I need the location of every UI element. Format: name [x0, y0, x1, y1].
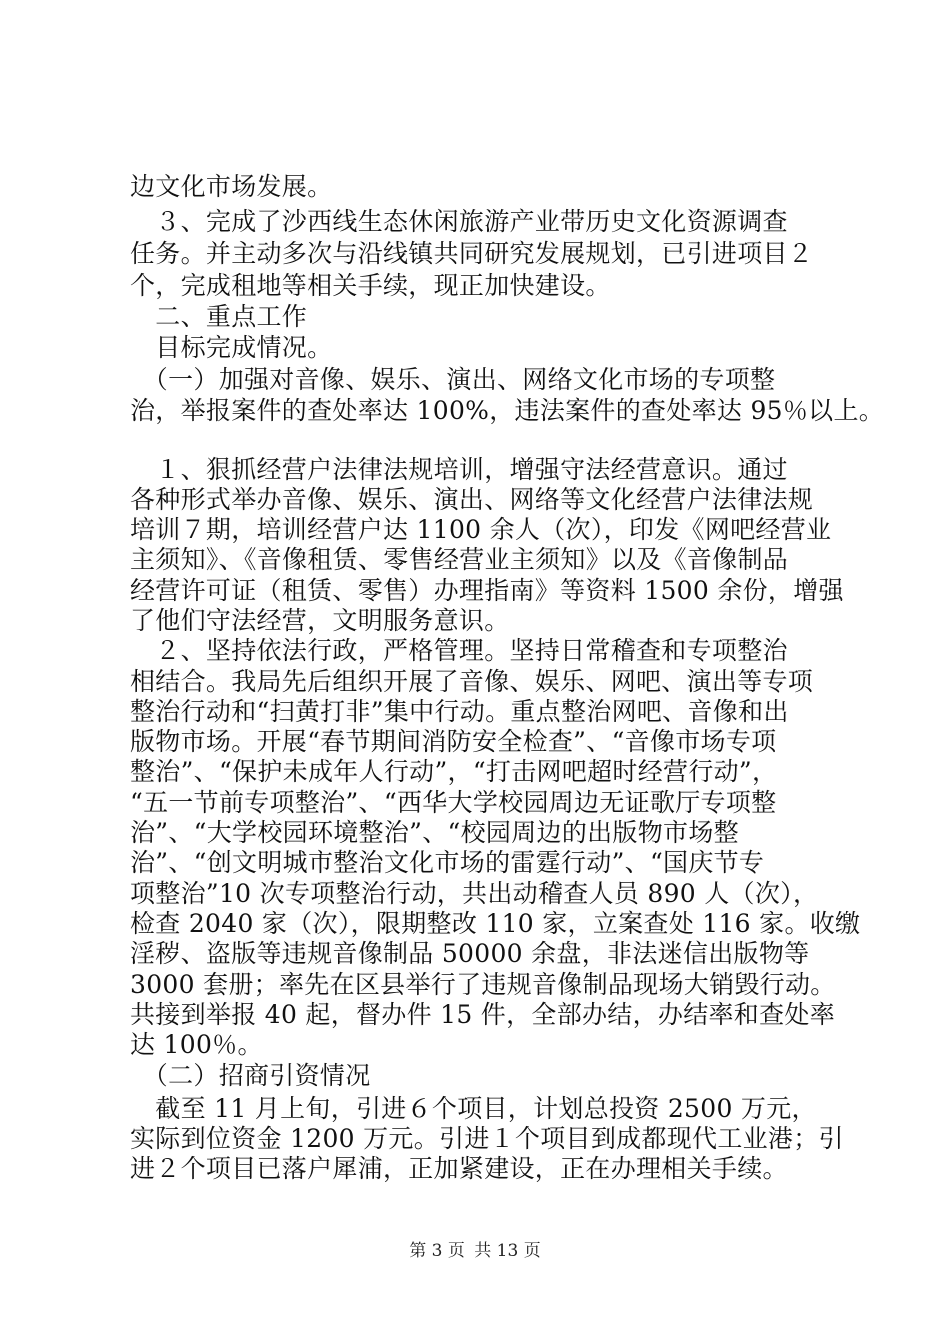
- text-line: 淫秽、盗版等违规音像制品 50000 余盘，非法迷信出版物等: [130, 939, 810, 968]
- text-line: 整治”、“保护未成年人行动”，“打击网吧超时经营行动”，: [130, 757, 778, 786]
- text-line: “五一节前专项整治”、“西华大学校园周边无证歌厅专项整: [130, 788, 777, 817]
- text-line: 边文化市场发展。: [130, 172, 333, 201]
- text-line: 项整治”10 次专项整治行动，共出动稽查人员 890 人（次），: [130, 879, 819, 908]
- text-line: 经营许可证（租赁、零售）办理指南》等资料 1500 余份，增强: [130, 576, 844, 605]
- text-line: （二）招商引资情况: [130, 1061, 371, 1090]
- page-footer: [0, 1240, 950, 1262]
- text-line: 各种形式举办音像、娱乐、演出、网络等文化经营户法律法规: [130, 485, 814, 514]
- text-line: １、狠抓经营户法律法规培训，增强守法经营意识。通过: [130, 455, 788, 484]
- text-line: （一）加强对音像、娱乐、演出、网络文化市场的专项整: [130, 365, 776, 394]
- page-total: 共 13 页: [474, 1241, 541, 1261]
- text-line: 版物市场。开展“春节期间消防安全检查”、“音像市场专项: [130, 727, 777, 756]
- text-line: 二、重点工作: [130, 302, 308, 331]
- text-line: 共接到举报 40 起，督办件 15 件，全部办结，办结率和查处率: [130, 1000, 836, 1029]
- text-line: 整治行动和“扫黄打非”集中行动。重点整治网吧、音像和出: [130, 697, 789, 726]
- text-line: ３、完成了沙西线生态休闲旅游产业带历史文化资源调查: [130, 207, 788, 236]
- text-line: 达 100％。: [130, 1030, 263, 1059]
- text-line: 进２个项目已落户犀浦，正加紧建设，正在办理相关手续。: [130, 1154, 788, 1183]
- text-line: 检查 2040 家（次），限期整改 110 家，立案查处 116 家。收缴: [130, 909, 861, 938]
- text-line: 目标完成情况。: [130, 333, 333, 362]
- text-line: 3000 套册；率先在区县举行了违规音像制品现场大销毁行动。: [130, 970, 836, 999]
- page-number: 第 3 页: [409, 1241, 465, 1261]
- text-line: 实际到位资金 1200 万元。引进１个项目到成都现代工业港；引: [130, 1124, 844, 1153]
- text-line: 主须知》、《音像租赁、零售经营业主须知》以及《音像制品: [130, 545, 789, 574]
- text-line: 截至 11 月上旬，引进６个项目，计划总投资 2500 万元，: [130, 1094, 817, 1123]
- text-line: 个，完成租地等相关手续，现正加快建设。: [130, 271, 611, 300]
- text-line: 任务。并主动多次与沿线镇共同研究发展规划，已引进项目２: [130, 239, 814, 268]
- text-line: 了他们守法经营，文明服务意识。: [130, 606, 510, 635]
- text-line: 治”、“大学校园环境整治”、“校园周边的出版物市场整: [130, 818, 739, 847]
- text-line: 培训７期，培训经营户达 1100 余人（次），印发《网吧经营业: [130, 515, 832, 544]
- text-line: 相结合。我局先后组织开展了音像、娱乐、网吧、演出等专项: [130, 667, 814, 696]
- text-line: ２、坚持依法行政，严格管理。坚持日常稽查和专项整治: [130, 636, 788, 665]
- text-line: 治，举报案件的查处率达 100%，违法案件的查处率达 95％以上。: [130, 396, 885, 425]
- text-line: 治”、“创文明城市整治文化市场的雷霆行动”、“国庆节专: [130, 848, 765, 877]
